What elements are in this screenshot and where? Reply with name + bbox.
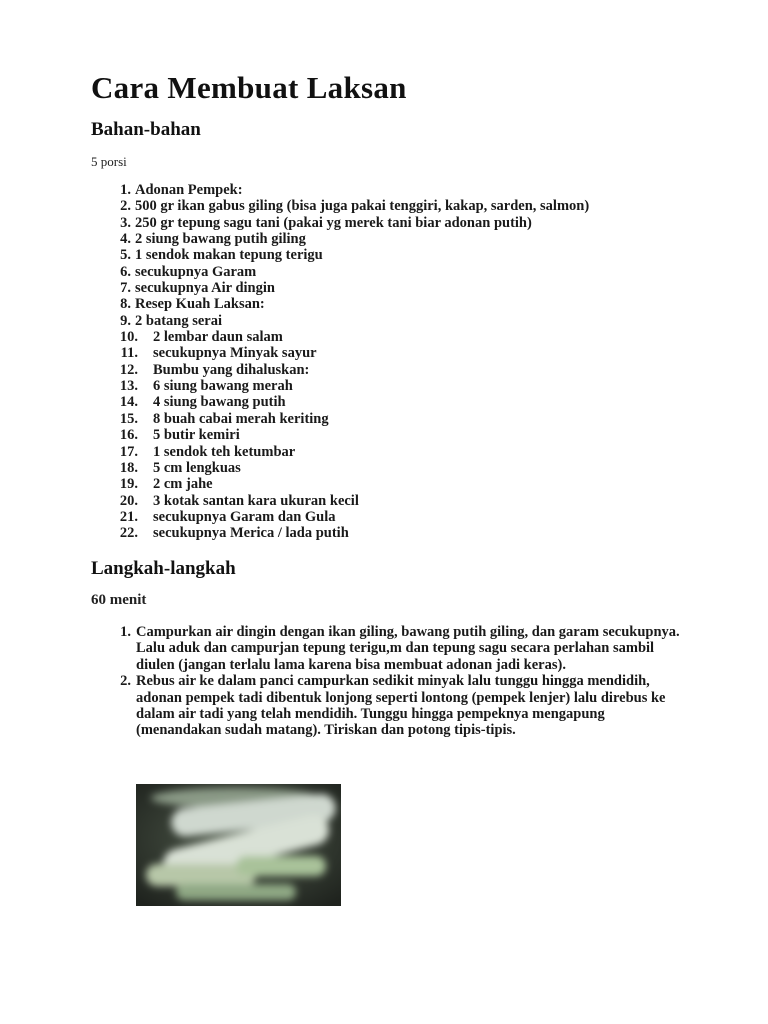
ingredient-text: 500 gr ikan gabus giling (bisa juga pakai tenggiri, kakap, sarden, salmon) — [135, 198, 590, 215]
ingredient-number: 17. — [119, 443, 138, 460]
ingredient-text: Adonan Pempek: — [135, 182, 243, 198]
ingredient-text: Bumbu yang dihaluskan: — [153, 361, 310, 378]
step-number: 2. — [120, 673, 131, 690]
ingredient-item — [91, 411, 589, 427]
ingredient-number: 20. — [119, 492, 138, 509]
step-photo — [136, 784, 341, 906]
ingredient-item — [91, 264, 589, 280]
ingredient-text: secukupnya Garam — [135, 263, 257, 280]
ingredient-item — [91, 444, 589, 460]
ingredient-text: 2 batang serai — [135, 312, 222, 329]
ingredient-text: 250 gr tepung sagu tani (pakai yg merek tani biar adonan putih) — [135, 214, 532, 231]
page-title: Cara Membuat Laksan — [91, 70, 407, 105]
pempek-photo-image — [136, 784, 341, 906]
ingredient-number: 22. — [119, 525, 138, 542]
ingredient-item — [91, 198, 589, 214]
ingredient-text: 8 buah cabai merah keriting — [153, 410, 329, 427]
ingredients-heading: Bahan-bahan — [91, 119, 201, 140]
ingredients-list — [91, 182, 589, 542]
steps-list — [91, 624, 681, 739]
ingredient-text: 4 siung bawang putih — [153, 394, 286, 411]
ingredient-text: 2 lembar daun salam — [153, 329, 283, 346]
ingredient-number: 4. — [120, 231, 131, 248]
ingredient-item — [91, 427, 589, 443]
duration-label: 60 menit — [91, 592, 147, 608]
ingredient-number: 7. — [120, 280, 131, 297]
ingredient-number: 3. — [120, 214, 131, 231]
ingredient-text: Resep Kuah Laksan: — [135, 296, 265, 313]
ingredient-number: 13. — [119, 378, 138, 395]
ingredient-text: 2 siung bawang putih giling — [135, 231, 306, 248]
ingredient-text: secukupnya Garam dan Gula — [153, 508, 336, 525]
ingredient-item — [91, 460, 589, 476]
ingredient-item — [91, 296, 589, 312]
ingredient-number: 21. — [119, 508, 138, 525]
step-text: Rebus air ke dalam panci campurkan sedikit minyak lalu tunggu hingga mendidih, adonan pempek tadi dibentuk lonjong seperti lontong (pempek lenjer) lalu direbus ke dalam air tadi yang telah mendidih. Tunggu hingga pempeknya mengapung (menandakan sudah matang). Tiriskan dan potong tipis-tipis. — [136, 673, 666, 739]
ingredient-item — [91, 247, 589, 263]
ingredient-number: 2. — [120, 198, 131, 215]
ingredient-number: 5. — [120, 247, 131, 264]
ingredient-item — [91, 313, 589, 329]
ingredient-item — [91, 280, 589, 296]
ingredient-item — [91, 509, 589, 525]
ingredient-number: 19. — [119, 476, 138, 493]
servings-label: 5 porsi — [91, 154, 127, 169]
ingredient-item — [91, 231, 589, 247]
ingredient-number: 11. — [120, 345, 138, 362]
step-number: 1. — [120, 624, 131, 640]
ingredient-item — [91, 329, 589, 345]
ingredient-text: 6 siung bawang merah — [153, 378, 293, 395]
ingredient-text: 5 butir kemiri — [153, 427, 240, 444]
ingredient-number: 15. — [119, 410, 138, 427]
step-text: Campurkan air dingin dengan ikan giling, bawang putih giling, dan garam secukupnya. Lalu aduk dan campurjan tepung terigu,m dan tepung sagu secara perlahan sambil diulen (jangan terlalu lama karena bisa membuat adonan jadi keras). — [136, 624, 680, 673]
ingredient-text: secukupnya Merica / lada putih — [153, 525, 349, 542]
ingredient-number: 16. — [119, 427, 138, 444]
ingredient-text: 5 cm lengkuas — [153, 459, 241, 476]
ingredient-text: 3 kotak santan kara ukuran kecil — [153, 492, 359, 509]
ingredient-number: 6. — [120, 263, 131, 280]
ingredient-text: 1 sendok teh ketumbar — [153, 443, 296, 460]
step-item — [91, 624, 681, 673]
ingredient-item — [91, 394, 589, 410]
ingredient-item — [91, 362, 589, 378]
ingredient-item — [91, 182, 589, 198]
ingredient-number: 18. — [119, 459, 138, 476]
ingredient-number: 1. — [120, 182, 131, 198]
ingredient-number: 12. — [119, 361, 138, 378]
ingredient-item — [91, 215, 589, 231]
ingredient-item — [91, 493, 589, 509]
ingredient-number: 8. — [120, 296, 131, 313]
ingredient-text: secukupnya Air dingin — [135, 280, 275, 297]
ingredient-item — [91, 525, 589, 541]
ingredient-number: 10. — [119, 329, 138, 346]
ingredient-item — [91, 345, 589, 361]
ingredient-item — [91, 378, 589, 394]
step-item — [91, 673, 681, 739]
ingredient-text: secukupnya Minyak sayur — [153, 345, 317, 362]
ingredient-number: 14. — [119, 394, 138, 411]
steps-heading: Langkah-langkah — [91, 558, 236, 579]
ingredient-item — [91, 476, 589, 492]
ingredient-number: 9. — [120, 312, 131, 329]
ingredient-text: 1 sendok makan tepung terigu — [135, 247, 323, 264]
ingredient-text: 2 cm jahe — [153, 476, 213, 493]
